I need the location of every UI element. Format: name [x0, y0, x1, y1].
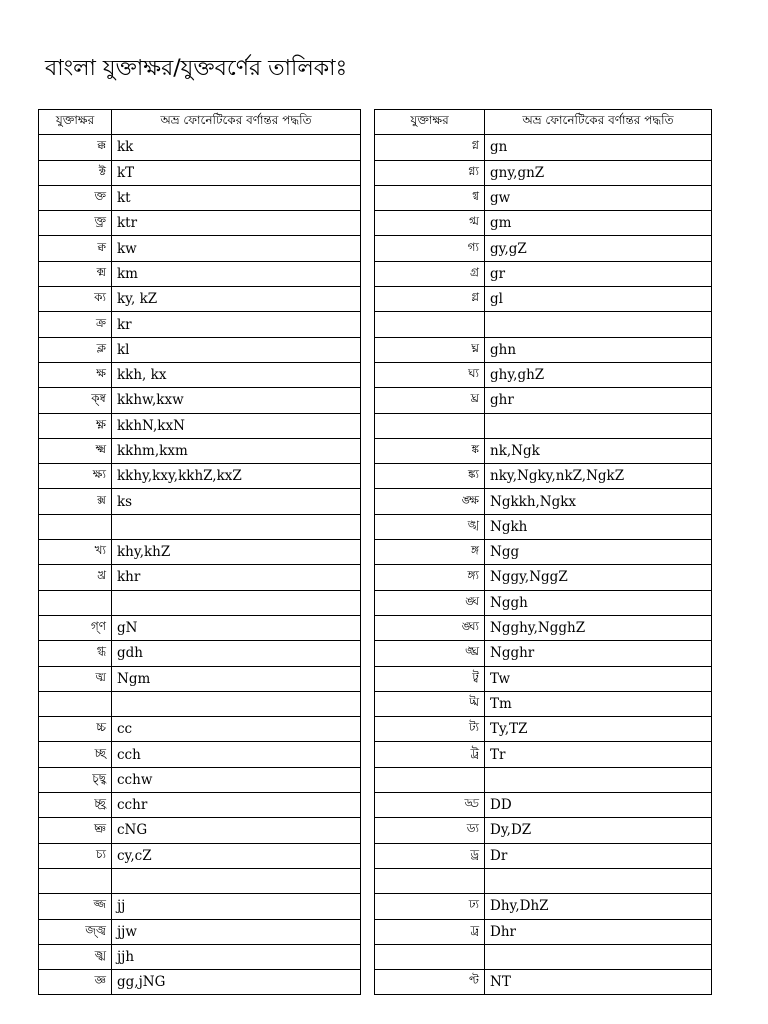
right-conjunct-cell: ড্ড	[375, 793, 485, 818]
left-conjunct-cell: ক্ল	[39, 337, 112, 362]
right-conjunct-cell: ট্য	[375, 717, 485, 742]
right-transliteration-cell: Nggh	[485, 590, 712, 615]
right-glyph-header: যুক্তাক্ষর	[375, 110, 485, 135]
right-transliteration-cell: Ngkkh,Ngkx	[485, 489, 712, 514]
right-conjunct-cell: ঙ্খ	[375, 514, 485, 539]
left-transliteration-cell: Ngm	[112, 666, 361, 691]
right-conjunct-cell: গ্ব	[375, 185, 485, 210]
table-row	[39, 615, 712, 640]
left-transliteration-cell: jj	[112, 894, 361, 919]
column-gap	[361, 793, 375, 818]
left-conjunct-cell: ক্ত	[39, 185, 112, 210]
left-conjunct-cell: চ্ছ্ব	[39, 767, 112, 792]
left-transliteration-cell: gN	[112, 615, 361, 640]
left-conjunct-cell: গ্‌ণ	[39, 615, 112, 640]
left-conjunct-cell: চ্ঞ	[39, 818, 112, 843]
column-gap	[361, 565, 375, 590]
left-conjunct-cell: খ্য	[39, 540, 112, 565]
right-conjunct-cell: ট্ম	[375, 691, 485, 716]
right-transliteration-cell: gy,gZ	[485, 236, 712, 261]
column-gap	[361, 236, 375, 261]
left-conjunct-cell	[39, 691, 112, 716]
right-conjunct-cell: ড্য	[375, 818, 485, 843]
column-gap	[361, 944, 375, 969]
right-transliteration-cell	[485, 944, 712, 969]
left-transliteration-cell: kkhm,kxm	[112, 438, 361, 463]
right-transliteration-cell: Tm	[485, 691, 712, 716]
right-conjunct-cell: গ্ম	[375, 211, 485, 236]
table-row	[39, 641, 712, 666]
left-transliteration-cell: cc	[112, 717, 361, 742]
column-gap	[361, 742, 375, 767]
column-gap	[361, 287, 375, 312]
column-gap	[361, 767, 375, 792]
left-conjunct-cell	[39, 590, 112, 615]
left-transliteration-cell: ktr	[112, 211, 361, 236]
left-conjunct-cell: ক্ম	[39, 261, 112, 286]
right-transliteration-cell: Ngghy,NgghZ	[485, 615, 712, 640]
right-conjunct-cell: ঙ্ক্ষ	[375, 489, 485, 514]
left-conjunct-cell: জ্জ্ব	[39, 919, 112, 944]
right-conjunct-cell: ঢ্র	[375, 919, 485, 944]
table-row	[39, 868, 712, 893]
column-gap	[361, 514, 375, 539]
column-gap	[361, 413, 375, 438]
left-transliteration-cell: kkhy,kxy,kkhZ,kxZ	[112, 464, 361, 489]
table-row	[39, 236, 712, 261]
left-conjunct-cell: ক্ষ্য	[39, 464, 112, 489]
column-gap	[361, 590, 375, 615]
right-transliteration-cell: Ty,TZ	[485, 717, 712, 742]
table-row	[39, 211, 712, 236]
right-transliteration-cell: ghn	[485, 337, 712, 362]
column-gap	[361, 691, 375, 716]
right-conjunct-cell: ঙ্গ্য	[375, 565, 485, 590]
left-conjunct-cell: ক্ত্র	[39, 211, 112, 236]
left-conjunct-cell: খ্র	[39, 565, 112, 590]
table-row	[39, 362, 712, 387]
left-transliteration-cell: cNG	[112, 818, 361, 843]
column-gap	[361, 970, 375, 995]
table-row	[39, 514, 712, 539]
table-row	[39, 843, 712, 868]
column-gap	[361, 843, 375, 868]
table-row	[39, 287, 712, 312]
left-conjunct-cell: চ্চ	[39, 717, 112, 742]
left-conjunct-cell: ক্ব	[39, 236, 112, 261]
right-conjunct-cell: ঙ্ক্য	[375, 464, 485, 489]
table-row	[39, 818, 712, 843]
right-transliteration-cell: gny,gnZ	[485, 160, 712, 185]
table-row	[39, 135, 712, 160]
left-transliteration-cell: kkhN,kxN	[112, 413, 361, 438]
column-gap	[361, 438, 375, 463]
right-conjunct-cell: গ্ল	[375, 287, 485, 312]
table-row	[39, 438, 712, 463]
right-transliteration-cell: nky,Ngky,nkZ,NgkZ	[485, 464, 712, 489]
left-transliteration-cell: km	[112, 261, 361, 286]
right-transliteration-cell: Tw	[485, 666, 712, 691]
table-row	[39, 337, 712, 362]
table-row	[39, 767, 712, 792]
right-conjunct-cell: ঙ্ঘ	[375, 590, 485, 615]
left-code-header: অভ্র ফোনেটিকের বর্ণান্তর পদ্ধতি	[112, 110, 361, 135]
table-row	[39, 590, 712, 615]
right-conjunct-cell: ঢ্য	[375, 894, 485, 919]
table-row	[39, 944, 712, 969]
left-transliteration-cell: khr	[112, 565, 361, 590]
left-conjunct-cell: ক্ট	[39, 160, 112, 185]
right-transliteration-cell: gr	[485, 261, 712, 286]
left-transliteration-cell: jjw	[112, 919, 361, 944]
right-transliteration-cell	[485, 868, 712, 893]
column-gap	[361, 894, 375, 919]
column-gap	[361, 185, 375, 210]
right-transliteration-cell: gw	[485, 185, 712, 210]
right-conjunct-cell: ট্ব	[375, 666, 485, 691]
table-row	[39, 312, 712, 337]
right-conjunct-cell: গ্য	[375, 236, 485, 261]
right-conjunct-cell: ঙ্ক	[375, 438, 485, 463]
column-gap	[361, 312, 375, 337]
left-transliteration-cell: khy,khZ	[112, 540, 361, 565]
right-transliteration-cell: gm	[485, 211, 712, 236]
right-transliteration-cell: Dhr	[485, 919, 712, 944]
left-conjunct-cell: ক্ষ্ণ	[39, 413, 112, 438]
table-row	[39, 565, 712, 590]
column-gap	[361, 388, 375, 413]
column-gap	[361, 135, 375, 160]
right-conjunct-cell: গ্র	[375, 261, 485, 286]
column-gap	[361, 211, 375, 236]
right-transliteration-cell: ghr	[485, 388, 712, 413]
left-conjunct-cell: ঙ্ম	[39, 666, 112, 691]
table-row	[39, 793, 712, 818]
table-row	[39, 489, 712, 514]
left-transliteration-cell: gdh	[112, 641, 361, 666]
right-transliteration-cell	[485, 413, 712, 438]
left-conjunct-cell: চ্য	[39, 843, 112, 868]
column-gap	[361, 818, 375, 843]
column-gap	[361, 160, 375, 185]
right-conjunct-cell: ঙ্ঘ্র	[375, 641, 485, 666]
right-transliteration-cell	[485, 767, 712, 792]
right-conjunct-cell: ঘ্ন	[375, 337, 485, 362]
left-transliteration-cell: kt	[112, 185, 361, 210]
right-transliteration-cell: Dy,DZ	[485, 818, 712, 843]
right-transliteration-cell: nk,Ngk	[485, 438, 712, 463]
left-transliteration-cell: kk	[112, 135, 361, 160]
column-gap	[361, 641, 375, 666]
left-conjunct-cell: ক্স	[39, 489, 112, 514]
right-transliteration-cell: gl	[485, 287, 712, 312]
table-row	[39, 540, 712, 565]
left-transliteration-cell: kkh, kx	[112, 362, 361, 387]
left-transliteration-cell: cchw	[112, 767, 361, 792]
table-row	[39, 894, 712, 919]
right-transliteration-cell: DD	[485, 793, 712, 818]
left-transliteration-cell	[112, 868, 361, 893]
column-gap	[361, 615, 375, 640]
left-transliteration-cell	[112, 514, 361, 539]
column-gap	[361, 464, 375, 489]
left-transliteration-cell: gg,jNG	[112, 970, 361, 995]
right-conjunct-cell	[375, 312, 485, 337]
left-transliteration-cell: ks	[112, 489, 361, 514]
column-gap	[361, 666, 375, 691]
right-conjunct-cell: ড্র	[375, 843, 485, 868]
table-row	[39, 185, 712, 210]
right-conjunct-cell: ঙ্গ	[375, 540, 485, 565]
left-conjunct-cell: ক্ক	[39, 135, 112, 160]
left-transliteration-cell: cch	[112, 742, 361, 767]
right-transliteration-cell: Tr	[485, 742, 712, 767]
left-conjunct-cell: ক্ষ	[39, 362, 112, 387]
left-conjunct-cell: গ্ধ	[39, 641, 112, 666]
column-gap	[361, 540, 375, 565]
table-row	[39, 261, 712, 286]
column-gap	[361, 489, 375, 514]
right-conjunct-cell: ট্র	[375, 742, 485, 767]
left-transliteration-cell	[112, 691, 361, 716]
table-body	[39, 135, 712, 995]
table-row	[39, 717, 712, 742]
left-transliteration-cell: cy,cZ	[112, 843, 361, 868]
left-conjunct-cell: চ্ছ	[39, 742, 112, 767]
right-transliteration-cell: Ngkh	[485, 514, 712, 539]
table-row	[39, 691, 712, 716]
right-conjunct-cell	[375, 413, 485, 438]
conjunct-table	[38, 109, 712, 995]
page-title: বাংলা যুক্তাক্ষর/যুক্তবর্ণের তালিকাঃ	[45, 56, 348, 81]
right-conjunct-cell: গ্ন	[375, 135, 485, 160]
left-transliteration-cell: cchr	[112, 793, 361, 818]
left-conjunct-cell: ক্য	[39, 287, 112, 312]
left-transliteration-cell: kr	[112, 312, 361, 337]
right-transliteration-cell: Dr	[485, 843, 712, 868]
left-glyph-header: যুক্তাক্ষর	[39, 110, 112, 135]
right-transliteration-cell: Nggy,NggZ	[485, 565, 712, 590]
table-row	[39, 970, 712, 995]
header-row	[39, 110, 712, 135]
table-row	[39, 388, 712, 413]
right-conjunct-cell: ঘ্র	[375, 388, 485, 413]
left-transliteration-cell: kl	[112, 337, 361, 362]
table-row	[39, 413, 712, 438]
right-transliteration-cell: gn	[485, 135, 712, 160]
left-conjunct-cell: জ্ঝ	[39, 944, 112, 969]
table-row	[39, 160, 712, 185]
column-gap	[361, 362, 375, 387]
right-transliteration-cell: ghy,ghZ	[485, 362, 712, 387]
right-conjunct-cell: ঘ্য	[375, 362, 485, 387]
left-transliteration-cell: ky, kZ	[112, 287, 361, 312]
right-transliteration-cell: NT	[485, 970, 712, 995]
left-transliteration-cell	[112, 590, 361, 615]
left-conjunct-cell: জ্ঞ	[39, 970, 112, 995]
right-transliteration-cell: Dhy,DhZ	[485, 894, 712, 919]
left-conjunct-cell: জ্জ	[39, 894, 112, 919]
left-transliteration-cell: kkhw,kxw	[112, 388, 361, 413]
right-code-header: অভ্র ফোনেটিকের বর্ণান্তর পদ্ধতি	[485, 110, 712, 135]
table-row	[39, 464, 712, 489]
table-row	[39, 742, 712, 767]
column-gap	[361, 717, 375, 742]
left-conjunct-cell	[39, 514, 112, 539]
right-transliteration-cell: Ngg	[485, 540, 712, 565]
left-conjunct-cell: ক্ষ্ম	[39, 438, 112, 463]
left-conjunct-cell: ক্র	[39, 312, 112, 337]
column-gap	[361, 919, 375, 944]
right-transliteration-cell	[485, 312, 712, 337]
left-conjunct-cell: চ্ছ্র	[39, 793, 112, 818]
right-conjunct-cell: গ্ন্য	[375, 160, 485, 185]
table-row	[39, 919, 712, 944]
table-row	[39, 666, 712, 691]
column-gap	[361, 337, 375, 362]
right-transliteration-cell: Ngghr	[485, 641, 712, 666]
column-gap	[361, 110, 375, 135]
right-conjunct-cell: ণ্ট	[375, 970, 485, 995]
left-transliteration-cell: kw	[112, 236, 361, 261]
column-gap	[361, 261, 375, 286]
left-conjunct-cell: ক্ষ্ব	[39, 388, 112, 413]
column-gap	[361, 868, 375, 893]
right-conjunct-cell	[375, 868, 485, 893]
left-transliteration-cell: kT	[112, 160, 361, 185]
left-transliteration-cell: jjh	[112, 944, 361, 969]
left-conjunct-cell	[39, 868, 112, 893]
right-conjunct-cell: ঙ্ঘ্য	[375, 615, 485, 640]
right-conjunct-cell	[375, 944, 485, 969]
right-conjunct-cell	[375, 767, 485, 792]
